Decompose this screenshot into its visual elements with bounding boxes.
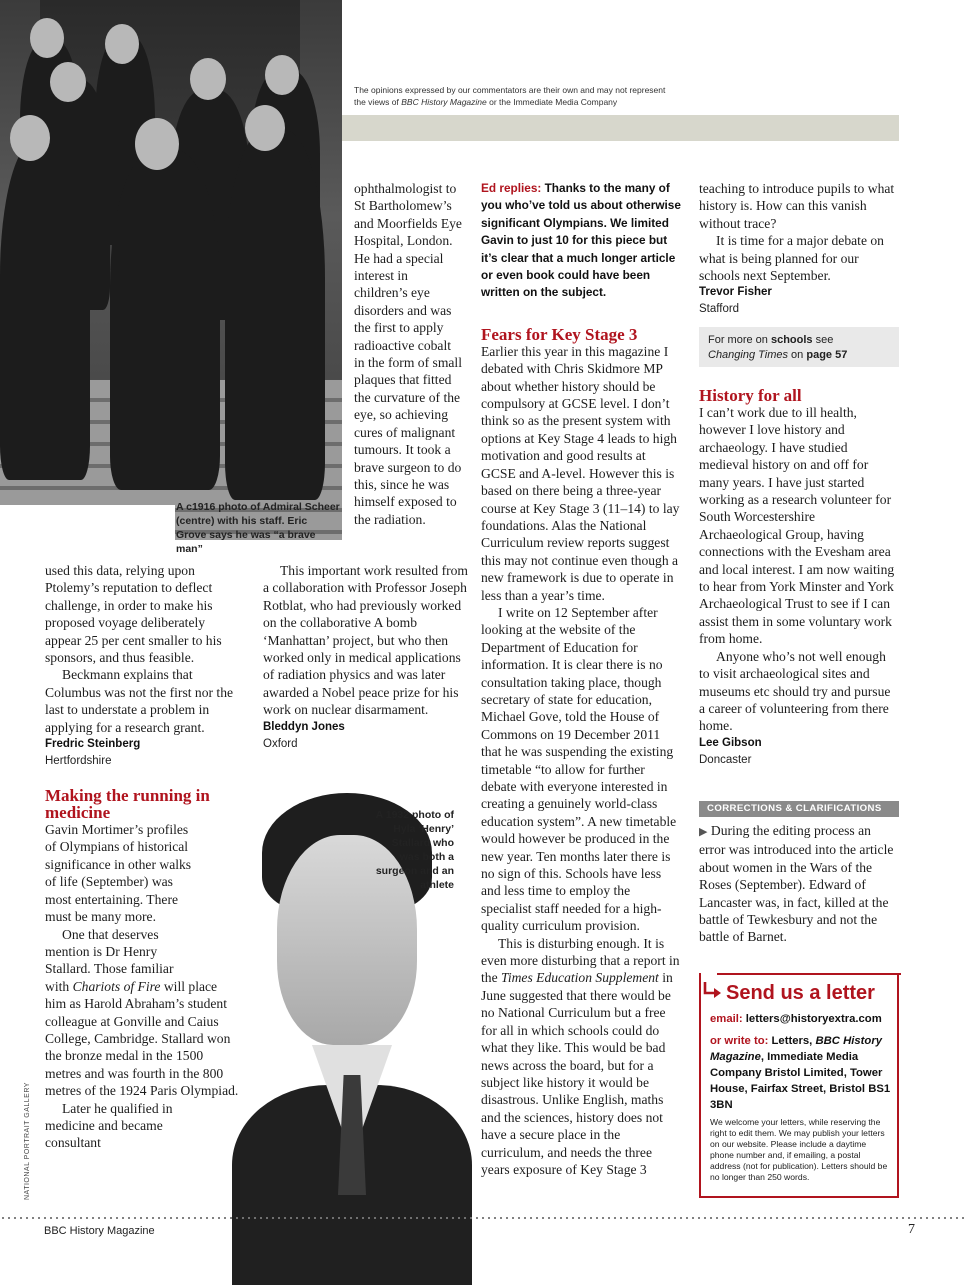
photo-figure-head (10, 115, 50, 161)
photo-figure-head (30, 18, 64, 58)
header-band (342, 115, 899, 141)
photo-figure-admiral (110, 150, 220, 490)
letter-paragraph: One that deserves mention is Dr Henry Stallard. Those familiar (45, 926, 174, 977)
photo-figure-head (105, 24, 139, 64)
letter-signature: Fredric Steinberg (45, 738, 141, 751)
letter-location: Doncaster (699, 753, 752, 766)
send-letter-box-top-border (717, 973, 901, 975)
disclaimer-magazine-name: BBC History Magazine (401, 97, 487, 107)
column-1 (45, 562, 239, 1152)
send-letter-title: Send us a letter (726, 982, 875, 1004)
editor-reply-text: Thanks to the many of you who’ve told us about otherwise significant Olympians. We limited Gavin to just 10 for this piece but it’s clear that a much longer article or even book could have been written on the subject. (481, 181, 681, 300)
email-label: email: (710, 1013, 743, 1025)
column-4-lower (699, 387, 899, 769)
triangle-bullet-icon: ▶ (699, 826, 708, 838)
text-span: Letters, (768, 1035, 816, 1047)
letter-paragraph: used this data, relying upon Ptolemy’s reputation to deflect challenge, in order to make his proposed voyage deliberately appear 25 per cent smaller to his sponsors, and thus feasible. (45, 563, 222, 666)
photo-figure (0, 140, 90, 480)
footer-publication: BBC History Magazine (44, 1225, 155, 1237)
photo-figure-head (190, 58, 226, 100)
photo-figure-head (50, 62, 86, 102)
letter-paragraph: Later he qualified in medicine and became consultant (45, 1100, 173, 1151)
text-span: with (45, 978, 73, 994)
disclaimer (354, 84, 714, 108)
letter-signature: Lee Gibson (699, 736, 762, 749)
corrections-text (699, 822, 899, 946)
text-span: This is disturbing enough. It is even more disturbing that a report in the (481, 935, 680, 986)
letter-signature: Trevor Fisher (699, 286, 772, 299)
editor-reply-label: Ed replies: (481, 181, 542, 195)
see-also-title: Changing Times (708, 349, 788, 361)
send-letter-email (710, 1011, 882, 1027)
text-span: on (788, 349, 807, 361)
letter-paragraph: Gavin Mortimer’s profiles of Olympians of historical significance in other walks of life (September) was most entertaining. There must be many more. (45, 822, 192, 925)
disclaimer-line: the views of (354, 97, 402, 107)
photo-figure-head (135, 118, 179, 170)
column-2 (263, 562, 469, 753)
column-bleddyn-jones-top (354, 180, 464, 528)
letter-paragraph (45, 978, 239, 1100)
text-span: For more on (708, 334, 771, 346)
publication-title: Times Education Supplement (501, 970, 659, 986)
photo-figure (225, 130, 325, 500)
photo-credit: NATIONAL PORTRAIT GALLERY (24, 1082, 31, 1200)
letter-location: Oxford (263, 737, 298, 750)
letter-paragraph (481, 935, 681, 1179)
text-span: will place him as Harold Abraham’s student colleague at Gonville and Caius College, Cambridge. Stallard won the bronze medal in the 1500 metres and was fourth in the 800 metres of the 1924 Paris Olympiad. (45, 978, 239, 1099)
postal-address: , Immediate Media Company Bristol Limited, Tower House, Fairfax Street, Bristol BS1 3BN (710, 1051, 891, 1111)
page-number: 7 (908, 1222, 915, 1237)
letter-heading-key-stage: Fears for Key Stage 3 (481, 324, 638, 344)
letter-heading-medicine: Making the running in medicine (45, 786, 210, 823)
send-letter-address (710, 1033, 892, 1113)
text-span: see (812, 334, 834, 346)
disclaimer-line: The opinions expressed by our commentators are their own and may not represent (354, 85, 666, 95)
letter-paragraph: Beckmann explains that Columbus was not the first nor the last to understate a problem in applying for a research grant. (45, 667, 234, 735)
film-title: Chariots of Fire (72, 978, 161, 994)
corrections-label: CORRECTIONS & CLARIFICATIONS (699, 801, 899, 817)
letter-paragraph: This important work resulted from a collaboration with Professor Joseph Rotblat, who had previously worked on the collaborative A bomb ‘Manhattan’ project, but who then worked only in medical applications of radiation physics and was later awarded a Nobel peace prize for his work on nuclear disarmament. (263, 563, 469, 718)
send-letter-terms: We welcome your letters, while reserving the right to edit them. We may publish your letters on our website. Please include a daytime phone number and, if emailing, a postal address (not for publication). Letters should be no longer than 250 words. (710, 1117, 888, 1182)
see-also-box (699, 327, 899, 367)
letter-paragraph: I can’t work due to ill health, however I love history and archaeology. I have studied medieval history on and off for many years. I have just started working as a research volunteer for South Worcestershire Archaeological Group, having connections with the Evesham area and local interest. I am now waiting to hear from York Minster and York Archaeological Trust to see if I can assist them in some voluntary work from home. (699, 405, 895, 647)
footer-dotted-rule (0, 1217, 966, 1219)
letter-paragraph: Earlier this year in this magazine I debated with Chris Skidmore MP about whether history should be compulsory at GCSE level. I don’t think so as the present system with options at Key Stage 4 leads to high motivation and good results at GCSE and A-level. However this is based on there being a three-year course at Key Stage 3 (11–14) to lay foundations. Alas the National Curriculum review reports suggest this may not continue even though a new framework is due to operate in less than a year’s time. (481, 343, 680, 603)
editor-reply (481, 180, 681, 302)
see-also-page-link[interactable]: page 57 (806, 349, 848, 361)
letter-paragraph: Anyone who’s not well enough to visit archaeological sites and museums etc should try and pursue a career of volunteering from there home. (699, 648, 891, 734)
letter-heading-history-for-all: History for all (699, 386, 802, 405)
write-label: or write to: (710, 1035, 769, 1047)
arrow-icon (702, 980, 724, 1002)
letter-location: Stafford (699, 303, 740, 316)
corrections-body: During the editing process an error was introduced into the article about women in the Wars of the Roses (September). Edward of Lancaster was, in fact, killed at the battle of Tewkesbury and not the battle of Barnet. (699, 823, 894, 945)
letter-location: Hertfordshire (45, 755, 112, 768)
photo-figure-head (265, 55, 299, 95)
letter-signature: Bleddyn Jones (263, 720, 345, 733)
photo-caption-box (0, 505, 175, 540)
letter-paragraph: It is time for a major debate on what is being planned for our schools next September. (699, 233, 884, 284)
letter-paragraph: ophthalmologist to St Bartholomew’s and Moorfields Eye Hospital, London. He had a special interest in children’s eye disorders and was the first to apply radioactive cobalt in the form of small plaques that fitted the curvature of the eye, so achieving cures of malignant tumours. It took a brave surgeon to do this, since he was himself exposed to the radiation. (354, 181, 462, 527)
text-span: in June suggested that there would be no National Curriculum but a free for all in which schools could do what they like. This would be bad news across the board, but for a subject like history it would be disastrous. Unlike English, maths and the sciences, history does not have a secure place in the curriculum, and needs the three years exposure of Key Stage 3 (481, 970, 673, 1177)
letter-paragraph: teaching to introduce pupils to what history is. How can this vanish without trace? (699, 181, 895, 231)
column-3 (481, 180, 681, 1178)
text-span: schools (770, 334, 813, 346)
photo-admiral-scheer (0, 0, 342, 555)
letter-paragraph: I write on 12 September after looking at the website of the Department of Education for information. It is clear there is no consultation taking place, though secretary of state for education, Michael Gove, told the House of Commons on 19 December 2011 that he was suspending the existing timetable “to allow for further debate with everyone interested in creating a genuinely world-class education system”. A new timetable would however be produced in the new year. Ten months later there is no sign of this. Schools have less and less time to employ the specialist staff needed for a high-quality curriculum provision. (481, 604, 677, 934)
magazine-name: BBC History Magazine (710, 1035, 883, 1063)
photo-caption-stallard: A 1932 photo of Hyla ‘Henry’ Stallard who was both a surgeon and an athlete (375, 809, 454, 891)
photo-figure-head (245, 105, 285, 151)
column-4 (699, 180, 899, 318)
email-link[interactable]: letters@historyextra.com (745, 1013, 882, 1025)
disclaimer-line: or the Immediate Media Company (486, 97, 618, 107)
photo-caption-scheer: A c1916 photo of Admiral Scheer (centre) with his staff. Eric Grove says he was “a brave man” (176, 501, 340, 555)
